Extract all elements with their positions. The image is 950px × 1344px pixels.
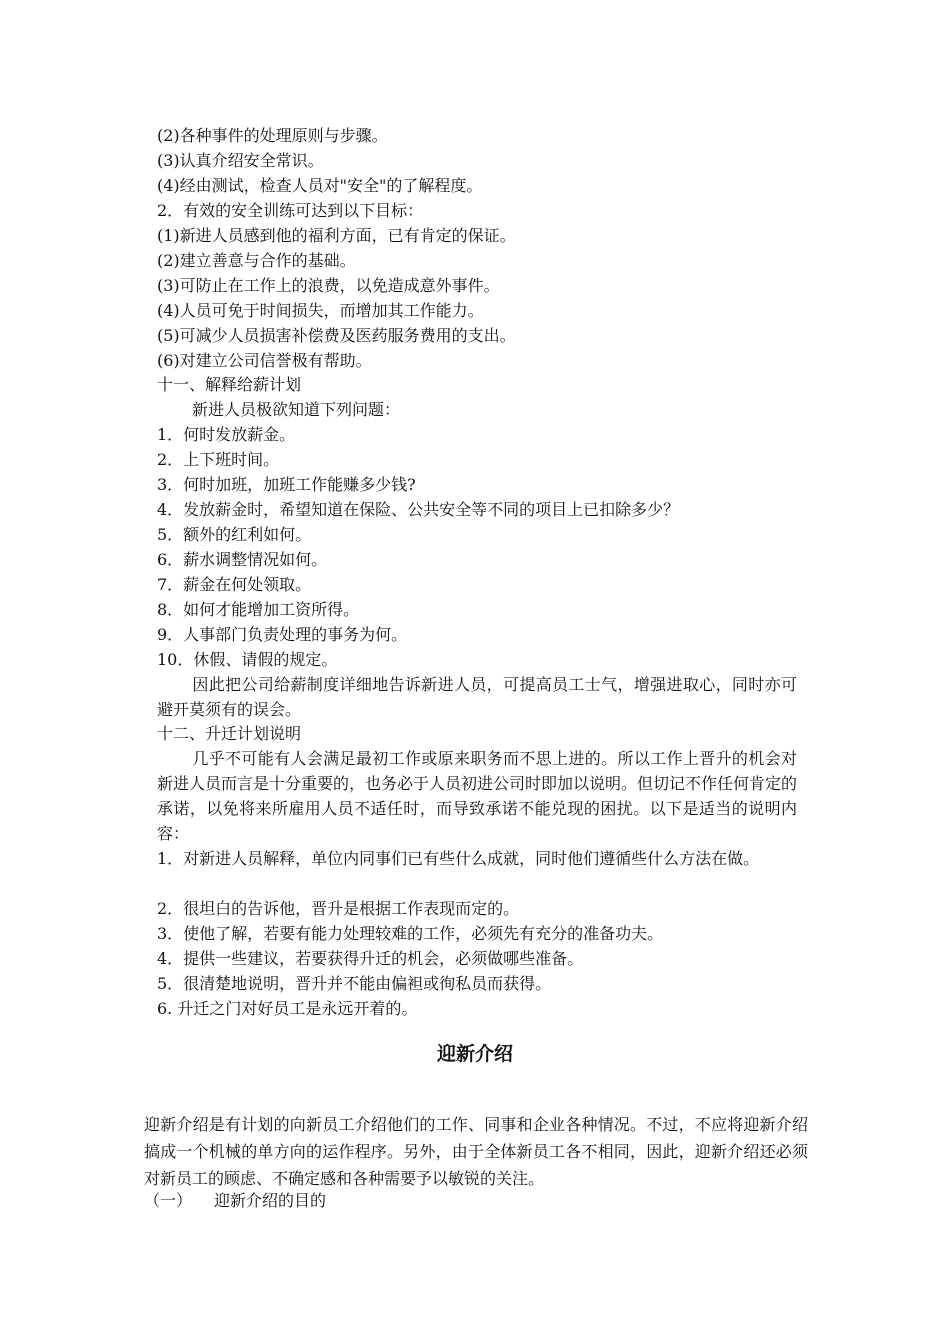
promotion-item: 4．提供一些建议，若要获得升迁的机会，必须做哪些准备。	[157, 949, 584, 968]
salary-item: 4．发放薪金时，希望知道在保险、公共安全等不同的项目上已扣除多少？	[157, 500, 680, 519]
promotion-intro	[157, 746, 797, 846]
subheading-label: 迎新介绍的目的	[214, 1191, 327, 1210]
page-title: 迎新介绍	[436, 1043, 513, 1065]
subheading-number: （一）	[144, 1191, 193, 1210]
salary-item: 6．薪水调整情况如何。	[157, 550, 328, 569]
salary-item: 10．休假、请假的规定。	[157, 650, 338, 669]
promotion-item: 2．很坦白的告诉他，晋升是根据工作表现而定的。	[157, 899, 520, 918]
section-heading: 十二、升迁计划说明	[157, 724, 302, 743]
salary-conclusion-text: 因此把公司给薪制度详细地告诉新进人员，可提高员工士气，增强进取心，同时亦可避开莫须有的误会。	[157, 675, 797, 719]
orientation-subheading	[144, 1189, 326, 1213]
salary-item: 1．何时发放薪金。	[157, 425, 296, 444]
safety-line: (6)对建立公司信誉极有帮助。	[157, 351, 372, 370]
promotion-intro-text: 几乎不可能有人会满足最初工作或原来职务而不思上进的。所以工作上晋升的机会对新进人员而言是十分重要的，也务必于人员初进公司时即加以说明。但切记不作任何肯定的承诺，以免将来所雇用人员不适任时，而导致承诺不能兑现的困扰。以下是适当的说明内容：	[157, 749, 798, 843]
safety-line: (1)新进人员感到他的福利方面，已有肯定的保证。	[157, 226, 516, 245]
safety-line: (5)可减少人员损害补偿费及医药服务费用的支出。	[157, 326, 516, 345]
safety-line: (2)各种事件的处理原则与步骤。	[157, 126, 388, 145]
salary-item: 7．薪金在何处领取。	[157, 575, 312, 594]
salary-item: 2．上下班时间。	[157, 450, 280, 469]
safety-line: (3)可防止在工作上的浪费，以免造成意外事件。	[157, 276, 500, 295]
safety-line: (4)人员可免于时间损失，而增加其工作能力。	[157, 301, 484, 320]
promotion-item: 6. 升迁之门对好员工是永远开着的。	[157, 999, 418, 1018]
safety-line: (2)建立善意与合作的基础。	[157, 251, 356, 270]
orientation-intro: 迎新介绍是有计划的向新员工介绍他们的工作、同事和企业各种情况。不过，不应将迎新介绍搞成一个机械的单方向的运作程序。另外，由于全体新员工各不相同，因此，迎新介绍还必须对新员工的顾虑、不确定感和各种需要予以敏锐的关注。	[144, 1115, 808, 1188]
safety-line: (4)经由测试，检查人员对"安全"的了解程度。	[157, 176, 483, 195]
promotion-item: 3．使他了解，若要有能力处理较难的工作，必须先有充分的准备功夫。	[157, 924, 664, 943]
salary-item: 9．人事部门负责处理的事务为何。	[157, 625, 408, 644]
salary-lead: 新进人员极欲知道下列问题：	[192, 400, 401, 419]
safety-line: 2．有效的安全训练可达到以下目标：	[157, 201, 424, 220]
promotion-item: 5．很清楚地说明，晋升并不能由偏袒或徇私员而获得。	[157, 974, 552, 993]
salary-item: 8．如何才能增加工资所得。	[157, 600, 360, 619]
salary-item: 5．额外的红利如何。	[157, 525, 312, 544]
salary-item: 3．何时加班，加班工作能赚多少钱?	[157, 475, 416, 494]
safety-line: (3)认真介绍安全常识。	[157, 151, 324, 170]
promotion-item: 1．对新进人员解释，单位内同事们已有些什么成就，同时他们遵循些什么方法在做。	[157, 849, 760, 868]
salary-conclusion	[157, 672, 797, 722]
section-heading: 十一、解释给薪计划	[157, 375, 302, 394]
